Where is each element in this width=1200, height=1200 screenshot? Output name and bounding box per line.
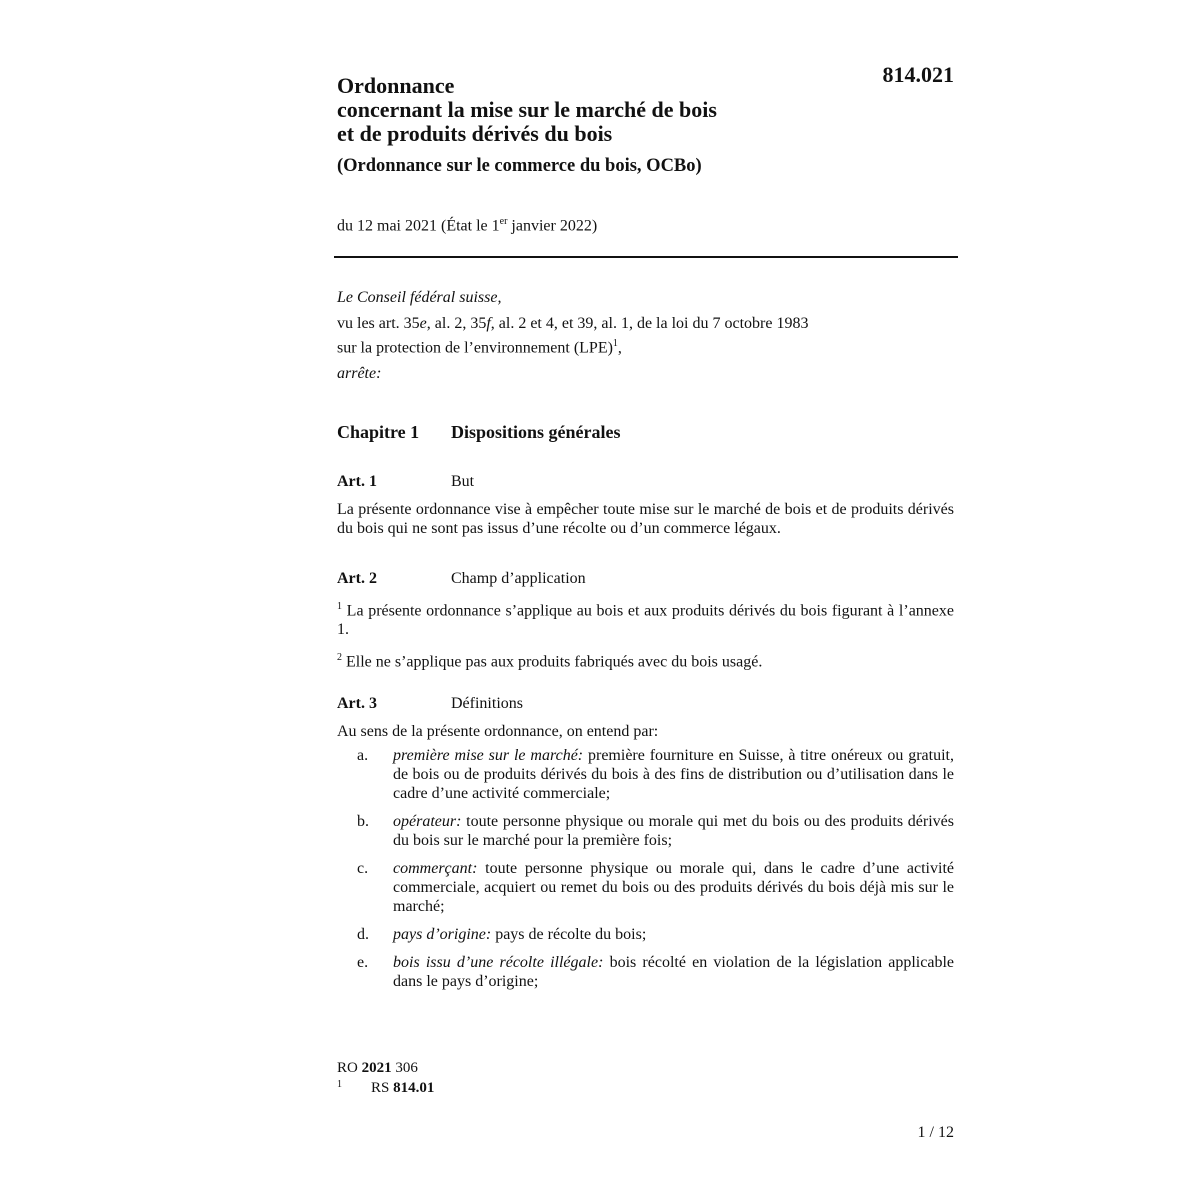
list-item: c. commerçant: toute personne physique ou morale qui, dans le cadre d’une activité commerciale, acquiert ou remet du bois ou des produits dérivés du bois déjà mis sur le marché;: [357, 860, 954, 915]
article-2: [337, 569, 954, 681]
article-title: Définitions: [451, 695, 523, 712]
title-line: Ordonnance: [337, 73, 455, 98]
article-number: Art. 3: [337, 695, 377, 712]
chapter-title: Dispositions générales: [451, 422, 621, 442]
ro-reference: RO 2021 306: [337, 1060, 418, 1076]
article-number: Art. 1: [337, 473, 377, 490]
preamble-legal-basis: vu les art. 35e, al. 2, 35f, al. 2 et 4, et 39, al. 1, de la loi du 7 octobre 1983 sur la protection de l’environnement (LPE)$^1$,: [337, 315, 809, 357]
article-heading: [337, 472, 954, 491]
article-title: Champ d’application: [451, 570, 586, 587]
article-paragraph: $^1$ La présente ordonnance s’applique au bois et aux produits dérivés du bois figurant à l’annexe 1.: [337, 601, 954, 639]
title-line: et de produits dérivés du bois: [337, 121, 613, 146]
header-divider: [334, 256, 958, 258]
list-item: d. pays d’origine: pays de récolte du bois;: [357, 926, 647, 943]
preamble-authority: Le Conseil fédéral suisse,: [337, 289, 502, 306]
document-title: [337, 74, 717, 177]
article-intro: Au sens de la présente ordonnance, on entend par:: [337, 723, 659, 740]
list-item: e. bois issu d’une récolte illégale: bois récolté en violation de la législation applicable dans le pays d’origine;: [357, 954, 955, 990]
chapter-label: Chapitre 1: [337, 422, 420, 442]
list-item: a. première mise sur le marché: première fourniture en Suisse, à titre onéreux ou gratuit, de bois ou de produits dérivés du bois à des fins de distribution ou d’utilisation dans le cadre d’une activité commerciale;: [357, 747, 954, 802]
article-heading: [337, 694, 954, 713]
article-text: La présente ordonnance vise à empêcher toute mise sur le marché de bois et de produits dérivés du bois qui ne sont pas issus d’une récolte ou d’un commerce légaux.: [337, 501, 954, 537]
article-title: But: [451, 473, 475, 490]
chapter-heading: [337, 422, 621, 443]
article-paragraph: $^2$ Elle ne s’applique pas aux produits fabriqués avec du bois usagé.: [337, 652, 763, 671]
short-title: (Ordonnance sur le commerce du bois, OCBo): [337, 156, 702, 176]
article-number: Art. 2: [337, 570, 377, 587]
article-heading: [337, 569, 954, 588]
footnotes: [337, 1058, 434, 1098]
definition-list: [337, 746, 954, 991]
page-number: 1 / 12: [917, 1124, 954, 1141]
document-date: du 12 mai 2021 (État le 1er janvier 2022): [337, 216, 598, 235]
document-page: [337, 60, 958, 1160]
preamble-decree: arrête:: [337, 365, 382, 383]
footnote-1: 1 RS 814.01: [337, 1079, 435, 1096]
preamble: [337, 288, 937, 390]
document-number: 814.021: [882, 62, 954, 87]
title-line: concernant la mise sur le marché de bois: [337, 97, 717, 122]
article-3: [337, 694, 954, 1000]
footnote-ref[interactable]: 1: [612, 338, 618, 349]
article-1: [337, 472, 954, 547]
list-item: b. opérateur: toute personne physique ou morale qui met du bois ou des produits dérivés du bois sur le marché pour la première fois;: [357, 813, 954, 849]
